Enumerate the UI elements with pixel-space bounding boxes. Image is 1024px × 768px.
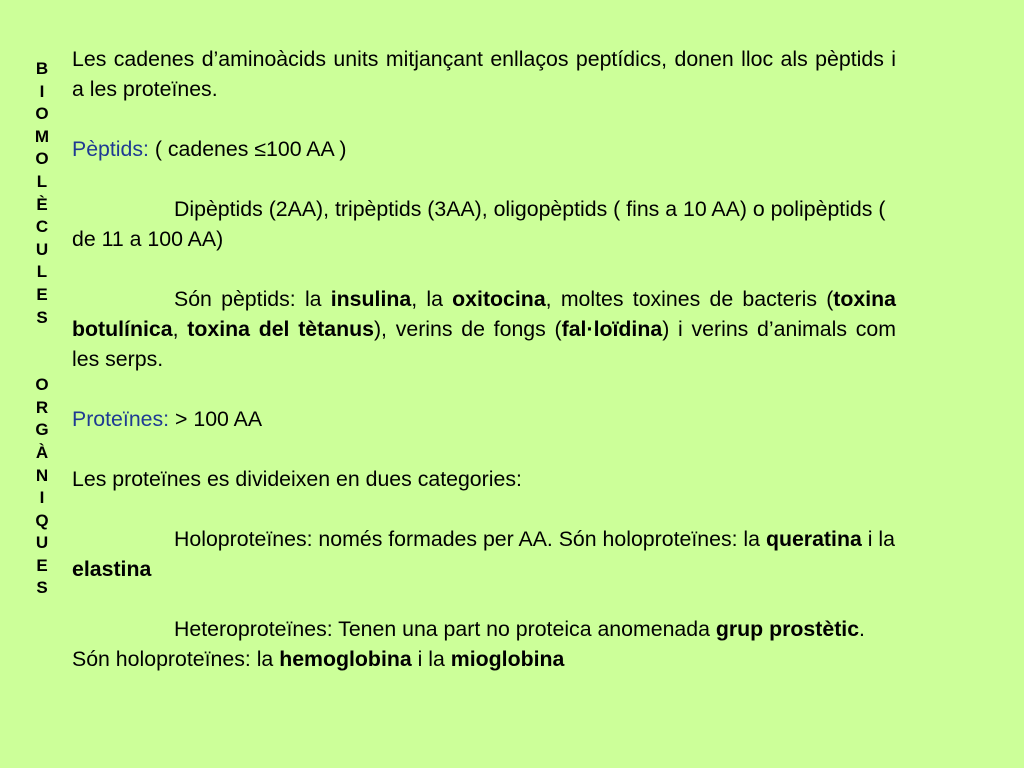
vertical-letter: E bbox=[36, 284, 48, 304]
proteines-label: Proteïnes: bbox=[72, 407, 170, 431]
term-queratina: queratina bbox=[765, 527, 862, 551]
term-mioglobina: mioglobina bbox=[450, 647, 565, 671]
text-run: Holoproteïnes: només formades per AA. Són holoproteïnes: la bbox=[174, 527, 766, 551]
vertical-letter: Q bbox=[35, 510, 49, 530]
peptids-definition bbox=[72, 134, 896, 164]
vertical-letter: C bbox=[35, 217, 49, 237]
vertical-letter: M bbox=[34, 126, 50, 146]
term-toxina-botulinica: toxina botulínica bbox=[72, 287, 897, 341]
vertical-word-organiques bbox=[30, 374, 54, 600]
text-run: i la bbox=[411, 647, 451, 671]
vertical-letter: L bbox=[36, 171, 48, 191]
text-run: , moltes toxines de bacteris ( bbox=[545, 287, 834, 311]
vertical-letter: O bbox=[35, 104, 49, 124]
peptids-label: Pèptids: bbox=[72, 137, 149, 161]
peptids-types-paragraph: Dipèptids (2AA), tripèptids (3AA), oligopèptids ( fins a 10 AA) o polipèptids ( de 11 a 100 AA) bbox=[72, 197, 886, 251]
vertical-title bbox=[30, 58, 54, 600]
term-falloidina: fal·loïdina bbox=[561, 317, 663, 341]
vertical-letter: N bbox=[35, 465, 49, 485]
heteroproteines-paragraph bbox=[72, 614, 896, 674]
vertical-letter: B bbox=[35, 59, 49, 78]
proteines-definition bbox=[72, 404, 896, 434]
vertical-letter: E bbox=[36, 555, 48, 575]
vertical-letter: U bbox=[35, 533, 49, 553]
vertical-letter: R bbox=[35, 397, 49, 417]
categories-paragraph: Les proteïnes es divideixen en dues categories: bbox=[72, 467, 522, 491]
term-grup-prostetic: grup prostètic bbox=[715, 617, 860, 641]
vertical-letter: U bbox=[35, 239, 49, 259]
term-hemoglobina: hemoglobina bbox=[279, 647, 412, 671]
vertical-letter: S bbox=[36, 578, 48, 598]
text-run: ), verins de fongs ( bbox=[373, 317, 562, 341]
vertical-letter: I bbox=[39, 81, 45, 101]
text-run: . Són holoproteïnes: la bbox=[72, 617, 865, 671]
vertical-letter: O bbox=[35, 149, 49, 169]
text-run: Heteroproteïnes: Tenen una part no proteica anomenada bbox=[174, 617, 716, 641]
slide-content bbox=[72, 44, 896, 674]
vertical-letter: G bbox=[35, 420, 49, 440]
intro-paragraph: Les cadenes d’aminoàcids units mitjançant enllaços peptídics, donen lloc als pèptids i a les proteïnes. bbox=[72, 47, 896, 101]
proteines-range: > 100 AA bbox=[169, 407, 263, 431]
term-oxitocina: oxitocina bbox=[452, 287, 546, 311]
vertical-letter: È bbox=[36, 194, 48, 214]
vertical-word-biomolecules bbox=[30, 58, 54, 329]
term-insulina: insulina bbox=[330, 287, 412, 311]
peptids-examples-paragraph bbox=[72, 284, 896, 374]
vertical-letter: S bbox=[36, 307, 48, 327]
peptids-range: ( cadenes ≤100 AA ) bbox=[148, 137, 347, 161]
holoproteines-paragraph bbox=[72, 524, 896, 584]
vertical-letter: L bbox=[36, 262, 48, 282]
text-run: i la bbox=[861, 527, 895, 551]
text-run: ) i verins d’animals com les serps. bbox=[72, 317, 896, 371]
vertical-letter: À bbox=[35, 442, 49, 462]
text-run: , la bbox=[411, 287, 453, 311]
vertical-letter: I bbox=[39, 488, 45, 508]
vertical-letter: O bbox=[35, 375, 49, 395]
term-toxina-tetanus: toxina del tètanus bbox=[187, 317, 374, 341]
term-elastina: elastina bbox=[72, 557, 152, 581]
text-run: Són pèptids: la bbox=[174, 287, 331, 311]
text-run: , bbox=[172, 317, 188, 341]
